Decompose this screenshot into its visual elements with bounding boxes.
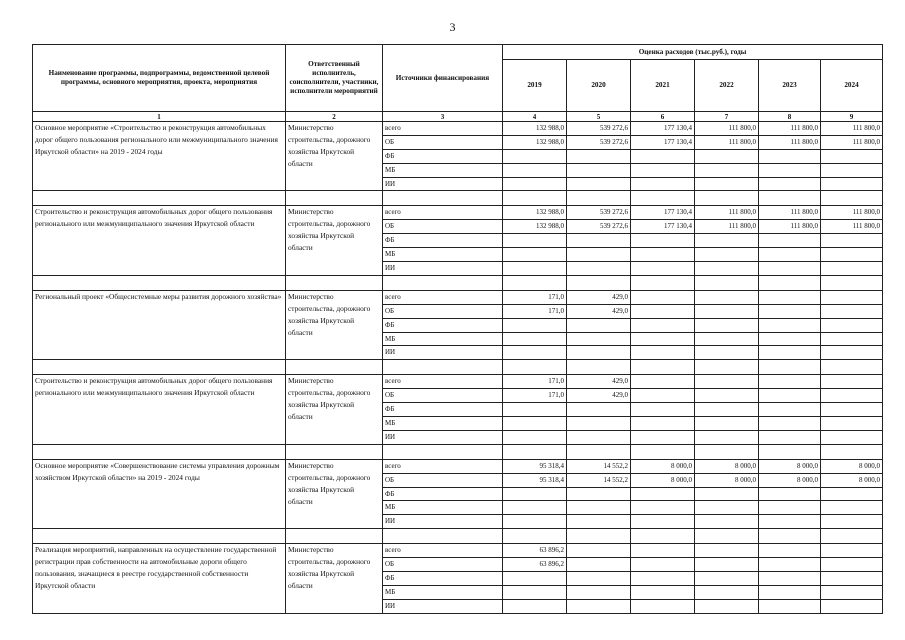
page-number: 3 [449, 20, 456, 34]
expense-value [759, 234, 821, 248]
expense-value [695, 318, 759, 332]
expense-value [695, 234, 759, 248]
expense-value: 177 130,4 [631, 220, 695, 234]
expense-value [695, 248, 759, 262]
expense-value [695, 304, 759, 318]
expense-value [821, 375, 883, 389]
expense-value: 111 800,0 [695, 206, 759, 220]
expense-value [631, 558, 695, 572]
expense-value [631, 389, 695, 403]
gap-cell [33, 444, 286, 459]
funding-source: МБ [383, 585, 503, 599]
funding-source: всего [383, 375, 503, 389]
responsible-executor: Министерство строительства, дорожного хозяйства Иркутской области [286, 206, 383, 275]
responsible-executor: Министерство строительства, дорожного хозяйства Иркутской области [286, 290, 383, 359]
expense-value [759, 375, 821, 389]
responsible-executor: Министерство строительства, дорожного хозяйства Иркутской области [286, 544, 383, 613]
expense-value [503, 248, 567, 262]
funding-source: МБ [383, 417, 503, 431]
responsible-executor: Министерство строительства, дорожного хозяйства Иркутской области [286, 459, 383, 528]
expense-value [567, 332, 631, 346]
gap-cell [567, 444, 631, 459]
column-number: 4 [503, 112, 567, 122]
section-gap [33, 444, 883, 459]
expense-value [567, 515, 631, 529]
header-year: 2022 [695, 60, 759, 112]
gap-cell [759, 444, 821, 459]
expense-value [759, 501, 821, 515]
expense-value [759, 585, 821, 599]
gap-cell [631, 444, 695, 459]
expense-value [631, 149, 695, 163]
table-row [33, 122, 883, 136]
gap-cell [759, 275, 821, 290]
gap-cell [286, 529, 383, 544]
expense-value: 14 552,2 [567, 459, 631, 473]
expense-value: 8 000,0 [759, 473, 821, 487]
expense-value [631, 262, 695, 276]
funding-source: МБ [383, 332, 503, 346]
expense-value [695, 177, 759, 191]
funding-source: ОБ [383, 135, 503, 149]
funding-source: ФБ [383, 318, 503, 332]
expense-value: 14 552,2 [567, 473, 631, 487]
gap-cell [631, 191, 695, 206]
gap-cell [503, 360, 567, 375]
gap-cell [286, 360, 383, 375]
funding-source: МБ [383, 501, 503, 515]
expense-value [631, 544, 695, 558]
gap-cell [383, 360, 503, 375]
expense-value [759, 515, 821, 529]
expense-value: 111 800,0 [821, 122, 883, 136]
expense-value [821, 163, 883, 177]
expense-value: 111 800,0 [695, 220, 759, 234]
expense-value [821, 558, 883, 572]
expense-value: 132 988,0 [503, 122, 567, 136]
funding-source: ОБ [383, 220, 503, 234]
expense-value [759, 177, 821, 191]
expense-value [759, 318, 821, 332]
event-name: Основное мероприятие «Строительство и реконструкция автомобильных дорог общего пользования регионального или межмуниципального значения Иркутской области» на 2019 - 2024 годы [33, 122, 286, 191]
expense-value: 95 318,4 [503, 473, 567, 487]
expense-value [503, 487, 567, 501]
funding-source: ИИ [383, 177, 503, 191]
expense-value [631, 318, 695, 332]
expense-value [631, 163, 695, 177]
expense-value [821, 234, 883, 248]
gap-cell [759, 191, 821, 206]
expense-value [759, 487, 821, 501]
column-number: 8 [759, 112, 821, 122]
expense-value [759, 163, 821, 177]
expense-value: 539 272,6 [567, 220, 631, 234]
gap-cell [695, 360, 759, 375]
column-number: 2 [286, 112, 383, 122]
gap-cell [286, 444, 383, 459]
expense-value [503, 177, 567, 191]
expense-value [759, 599, 821, 613]
expense-value [695, 262, 759, 276]
expense-value [631, 487, 695, 501]
expense-value [695, 389, 759, 403]
expense-value: 429,0 [567, 389, 631, 403]
funding-source: ФБ [383, 487, 503, 501]
table-row [33, 206, 883, 220]
gap-cell [33, 360, 286, 375]
expense-value [567, 417, 631, 431]
header-sources: Источники финансирования [383, 45, 503, 112]
expense-value [503, 572, 567, 586]
expense-value: 111 800,0 [759, 122, 821, 136]
expense-value: 132 988,0 [503, 220, 567, 234]
column-number: 3 [383, 112, 503, 122]
funding-source: ФБ [383, 403, 503, 417]
expense-value [759, 430, 821, 444]
expense-value: 63 896,2 [503, 544, 567, 558]
expense-value: 132 988,0 [503, 206, 567, 220]
gap-cell [383, 444, 503, 459]
header-year: 2024 [821, 60, 883, 112]
expense-value [821, 430, 883, 444]
funding-source: ИИ [383, 515, 503, 529]
expense-value [821, 572, 883, 586]
expense-value: 8 000,0 [759, 459, 821, 473]
expense-value [503, 318, 567, 332]
expense-value [631, 572, 695, 586]
expense-value [695, 572, 759, 586]
header-expenses: Оценка расходов (тыс.руб.), годы [503, 45, 883, 60]
gap-cell [286, 191, 383, 206]
column-number: 6 [631, 112, 695, 122]
expense-value [567, 262, 631, 276]
section-gap [33, 529, 883, 544]
funding-source: всего [383, 544, 503, 558]
gap-cell [503, 444, 567, 459]
expense-value [821, 248, 883, 262]
table-row [33, 459, 883, 473]
expense-value: 111 800,0 [759, 220, 821, 234]
funding-source: ОБ [383, 558, 503, 572]
expense-value [821, 304, 883, 318]
expense-value [759, 304, 821, 318]
gap-cell [695, 275, 759, 290]
section-gap [33, 275, 883, 290]
header-year: 2023 [759, 60, 821, 112]
expense-value [759, 544, 821, 558]
expense-value [631, 177, 695, 191]
funding-source: ФБ [383, 234, 503, 248]
expense-value [821, 417, 883, 431]
expense-value [631, 515, 695, 529]
expense-value: 171,0 [503, 290, 567, 304]
budget-table [32, 44, 883, 614]
expense-value [503, 501, 567, 515]
expense-value [759, 248, 821, 262]
expense-value [695, 346, 759, 360]
gap-cell [33, 191, 286, 206]
expense-value [503, 515, 567, 529]
expense-value [821, 487, 883, 501]
expense-value: 111 800,0 [821, 206, 883, 220]
expense-value: 132 988,0 [503, 135, 567, 149]
gap-cell [383, 529, 503, 544]
expense-value: 177 130,4 [631, 135, 695, 149]
gap-cell [567, 360, 631, 375]
responsible-executor: Министерство строительства, дорожного хозяйства Иркутской области [286, 375, 383, 444]
header-year: 2019 [503, 60, 567, 112]
expense-value [503, 163, 567, 177]
expense-value [821, 290, 883, 304]
expense-value [631, 585, 695, 599]
gap-cell [503, 191, 567, 206]
expense-value [695, 558, 759, 572]
funding-source: всего [383, 290, 503, 304]
expense-value [695, 501, 759, 515]
expense-value [567, 346, 631, 360]
funding-source: ФБ [383, 572, 503, 586]
funding-source: ОБ [383, 389, 503, 403]
expense-value [503, 585, 567, 599]
expense-value: 429,0 [567, 290, 631, 304]
expense-value [759, 346, 821, 360]
expense-value [631, 304, 695, 318]
expense-value: 177 130,4 [631, 122, 695, 136]
expense-value [567, 403, 631, 417]
expense-value [759, 149, 821, 163]
funding-source: ИИ [383, 599, 503, 613]
expense-value [631, 599, 695, 613]
gap-cell [567, 529, 631, 544]
funding-source: ФБ [383, 149, 503, 163]
expense-value [759, 558, 821, 572]
funding-source: ИИ [383, 346, 503, 360]
expense-value: 111 800,0 [759, 135, 821, 149]
expense-value [695, 149, 759, 163]
gap-cell [631, 275, 695, 290]
expense-value [503, 403, 567, 417]
expense-value [695, 585, 759, 599]
funding-source: МБ [383, 163, 503, 177]
expense-value: 8 000,0 [821, 473, 883, 487]
expense-value [503, 346, 567, 360]
gap-cell [33, 275, 286, 290]
expense-value: 171,0 [503, 304, 567, 318]
expense-value: 171,0 [503, 389, 567, 403]
expense-value [567, 234, 631, 248]
expense-value [631, 403, 695, 417]
expense-value: 95 318,4 [503, 459, 567, 473]
expense-value: 539 272,6 [567, 122, 631, 136]
expense-value: 177 130,4 [631, 206, 695, 220]
event-name: Основное мероприятие «Совершенствование системы управления дорожным хозяйством Иркутской области» на 2019 - 2024 годы [33, 459, 286, 528]
funding-source: ОБ [383, 473, 503, 487]
expense-value [821, 403, 883, 417]
expense-value [695, 487, 759, 501]
funding-source: ОБ [383, 304, 503, 318]
funding-source: ИИ [383, 262, 503, 276]
expense-value [567, 558, 631, 572]
gap-cell [567, 275, 631, 290]
expense-value [631, 248, 695, 262]
expense-value [567, 318, 631, 332]
gap-cell [695, 529, 759, 544]
expense-value [821, 332, 883, 346]
gap-cell [567, 191, 631, 206]
expense-value [503, 332, 567, 346]
expense-value: 111 800,0 [695, 122, 759, 136]
expense-value [567, 149, 631, 163]
gap-cell [503, 275, 567, 290]
gap-cell [383, 275, 503, 290]
gap-cell [631, 360, 695, 375]
expense-value [821, 389, 883, 403]
header-name: Наименование программы, подпрограммы, ведомственной целевой программы, основного мероприятия, проекта, мероприятия [33, 45, 286, 112]
expense-value [567, 599, 631, 613]
expense-value [759, 417, 821, 431]
expense-value [631, 501, 695, 515]
expense-value: 8 000,0 [631, 473, 695, 487]
expense-value: 111 800,0 [821, 220, 883, 234]
event-name: Строительство и реконструкция автомобильных дорог общего пользования регионального или межмуниципального значения Иркутской области [33, 206, 286, 275]
expense-value [695, 599, 759, 613]
expense-value [503, 262, 567, 276]
gap-cell [821, 444, 883, 459]
expense-value: 8 000,0 [695, 473, 759, 487]
gap-cell [631, 529, 695, 544]
column-number: 7 [695, 112, 759, 122]
expense-value [821, 346, 883, 360]
gap-cell [33, 529, 286, 544]
expense-value: 8 000,0 [631, 459, 695, 473]
gap-cell [759, 360, 821, 375]
expense-value [695, 375, 759, 389]
expense-value: 429,0 [567, 304, 631, 318]
funding-source: всего [383, 122, 503, 136]
gap-cell [695, 191, 759, 206]
expense-value [503, 149, 567, 163]
responsible-executor: Министерство строительства, дорожного хозяйства Иркутской области [286, 122, 383, 191]
expense-value [695, 417, 759, 431]
expense-value: 111 800,0 [695, 135, 759, 149]
event-name: Реализация мероприятий, направленных на осуществление государственной регистрации прав собственности на автомобильные дороги общего пользования, значащиеся в реестре государственной собственности Иркутской области [33, 544, 286, 613]
header-year: 2020 [567, 60, 631, 112]
gap-cell [821, 191, 883, 206]
expense-value: 111 800,0 [759, 206, 821, 220]
expense-value [631, 417, 695, 431]
gap-cell [759, 529, 821, 544]
expense-value [759, 403, 821, 417]
gap-cell [821, 529, 883, 544]
expense-value [821, 262, 883, 276]
table-row [33, 544, 883, 558]
event-name: Строительство и реконструкция автомобильных дорог общего пользования регионального или межмуниципального значения Иркутской области [33, 375, 286, 444]
expense-value [567, 430, 631, 444]
expense-value [631, 234, 695, 248]
expense-value [567, 487, 631, 501]
expense-value [631, 430, 695, 444]
expense-value [821, 149, 883, 163]
funding-source: всего [383, 459, 503, 473]
expense-value: 539 272,6 [567, 206, 631, 220]
header-responsible: Ответственный исполнитель, соисполнители, участники, исполнители мероприятий [286, 45, 383, 112]
section-gap [33, 360, 883, 375]
gap-cell [286, 275, 383, 290]
funding-source: ИИ [383, 430, 503, 444]
expense-value [567, 544, 631, 558]
expense-value: 171,0 [503, 375, 567, 389]
expense-value [503, 234, 567, 248]
expense-value: 539 272,6 [567, 135, 631, 149]
expense-value [695, 290, 759, 304]
gap-cell [695, 444, 759, 459]
expense-value [567, 501, 631, 515]
header-year: 2021 [631, 60, 695, 112]
gap-cell [503, 529, 567, 544]
expense-value [821, 318, 883, 332]
expense-value [567, 248, 631, 262]
expense-value [821, 515, 883, 529]
expense-value [695, 163, 759, 177]
expense-value [759, 290, 821, 304]
funding-source: МБ [383, 248, 503, 262]
expense-value [695, 515, 759, 529]
expense-value [631, 290, 695, 304]
expense-value [567, 572, 631, 586]
event-name: Региональный проект «Общесистемные меры развития дорожного хозяйства» [33, 290, 286, 359]
section-gap [33, 191, 883, 206]
expense-value [759, 389, 821, 403]
expense-value [821, 599, 883, 613]
column-number: 9 [821, 112, 883, 122]
expense-value [631, 375, 695, 389]
table-row [33, 290, 883, 304]
column-number: 1 [33, 112, 286, 122]
column-number: 5 [567, 112, 631, 122]
expense-value [567, 163, 631, 177]
table-row [33, 375, 883, 389]
expense-value [821, 544, 883, 558]
expense-value: 111 800,0 [821, 135, 883, 149]
gap-cell [821, 360, 883, 375]
expense-value [503, 430, 567, 444]
expense-value [631, 332, 695, 346]
expense-value [821, 501, 883, 515]
gap-cell [821, 275, 883, 290]
expense-value [759, 572, 821, 586]
expense-value [695, 544, 759, 558]
expense-value [567, 177, 631, 191]
expense-value [567, 585, 631, 599]
expense-value [503, 599, 567, 613]
expense-value [695, 403, 759, 417]
expense-value: 63 896,2 [503, 558, 567, 572]
expense-value [759, 332, 821, 346]
expense-value [631, 346, 695, 360]
expense-value [695, 430, 759, 444]
expense-value: 8 000,0 [695, 459, 759, 473]
gap-cell [383, 191, 503, 206]
expense-value [821, 585, 883, 599]
funding-source: всего [383, 206, 503, 220]
expense-value [503, 417, 567, 431]
expense-value [759, 262, 821, 276]
expense-value [695, 332, 759, 346]
expense-value [821, 177, 883, 191]
expense-value: 429,0 [567, 375, 631, 389]
expense-value: 8 000,0 [821, 459, 883, 473]
